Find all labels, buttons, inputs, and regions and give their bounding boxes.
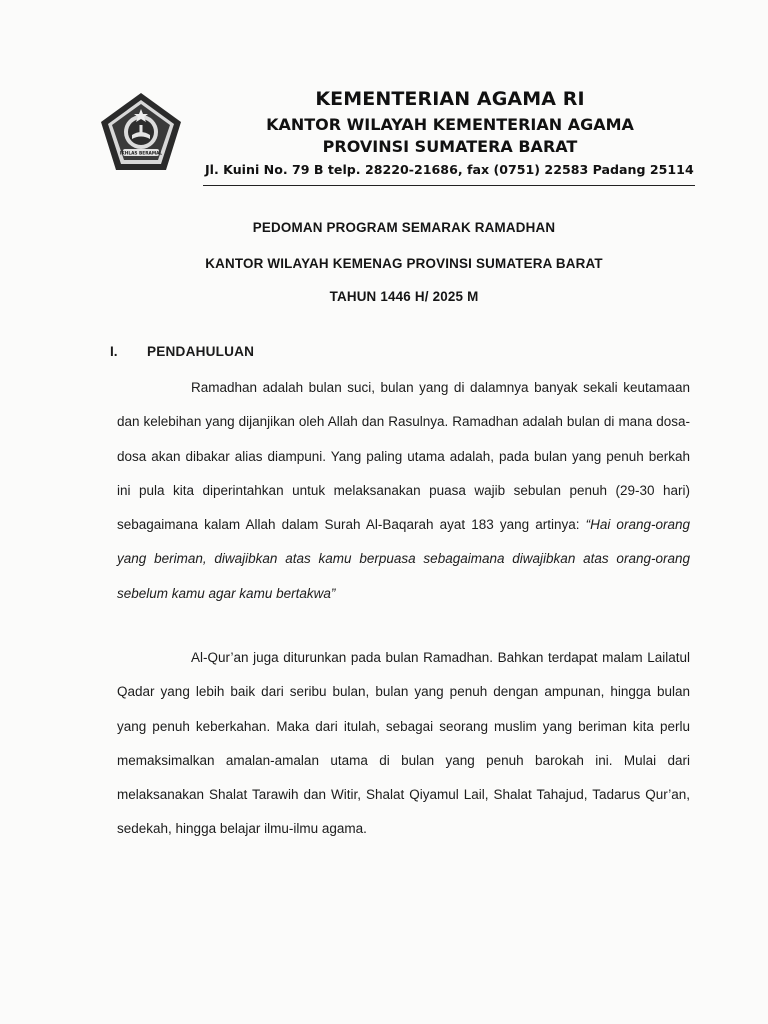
province-name: PROVINSI SUMATERA BARAT xyxy=(322,137,578,156)
letterhead xyxy=(190,86,710,158)
section-number: I. xyxy=(110,344,118,359)
ministry-name: KEMENTERIAN AGAMA RI xyxy=(315,88,585,110)
quran-quote: “Hai orang-orang yang beriman, diwajibkan atas kamu berpuasa sebagaimana diwajibkan atas orang-orang sebelum kamu agar kamu bertakwa” xyxy=(117,517,690,601)
section-heading: PENDAHULUAN xyxy=(147,344,255,359)
letterhead-divider xyxy=(203,185,695,186)
document-subtitle: KANTOR WILAYAH KEMENAG PROVINSI SUMATERA BARAT xyxy=(205,256,603,271)
paragraph-1-text: Ramadhan adalah bulan suci, bulan yang di dalamnya banyak sekali keutamaan dan kelebihan yang dijanjikan oleh Allah dan Rasulnya. Ramadhan adalah bulan di mana dosa-dosa akan dibakar alias diampuni. Yang paling utama adalah, pada bulan yang penuh berkah ini pula kita diperintahkan untuk melaksanakan puasa wajib sebulan penuh (29-30 hari) sebagaimana kalam Allah dalam Surah Al-Baqarah ayat 183 yang artinya: xyxy=(117,380,690,533)
paragraph-introduction xyxy=(117,371,690,611)
paragraph-ramadhan-deeds: Al-Qur’an juga diturunkan pada bulan Ramadhan. Bahkan terdapat malam Lailatul Qadar yang lebih baik dari seribu bulan, bulan yang penuh dengan ampunan, hingga bulan yang penuh keberkahan. Maka dari itulah, sebagai seorang muslim yang beriman kita perlu memaksimalkan amalan-amalan utama di bulan yang penuh barokah ini. Mulai dari melaksanakan Shalat Tarawih dan Witir, Shalat Qiyamul Lail, Shalat Tahajud, Tadarus Qur’an, sedekah, hingga belajar ilmu-ilmu agama. xyxy=(117,650,690,837)
office-address: Jl. Kuini No. 79 B telp. 28220-21686, fax (0751) 22583 Padang 25114 xyxy=(205,162,694,177)
logo-motto: IKHLAS BERAMAL xyxy=(119,151,163,157)
office-name: KANTOR WILAYAH KEMENTERIAN AGAMA xyxy=(266,115,634,134)
kemenag-logo xyxy=(99,91,183,175)
document-title: PEDOMAN PROGRAM SEMARAK RAMADHAN xyxy=(252,220,556,235)
document-year: TAHUN 1446 H/ 2025 M xyxy=(329,289,479,304)
